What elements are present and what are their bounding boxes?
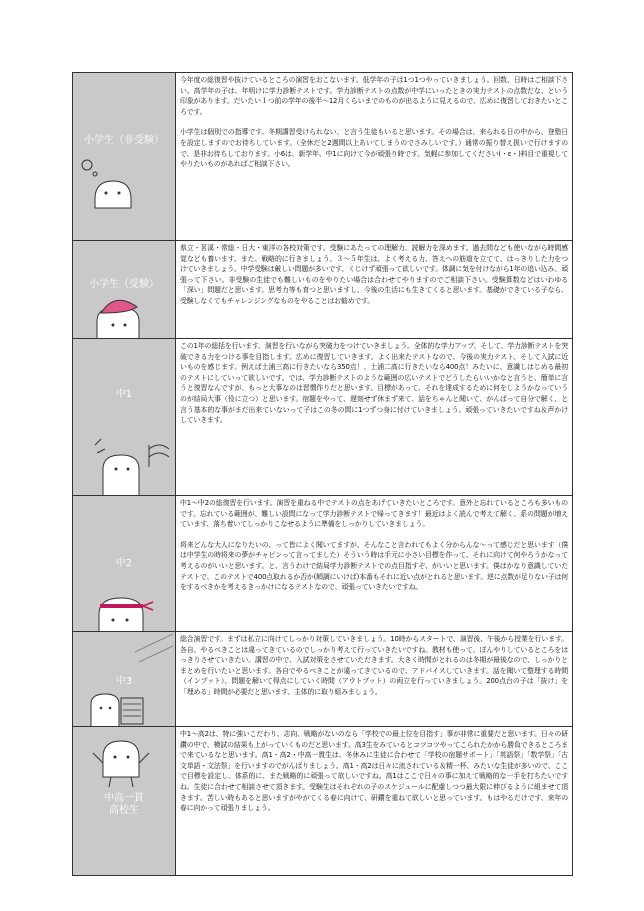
paragraph: 中1〜中2の総復習を行います。演習を重ねる中でテストの点をあげていきたいところです。意外と忘れているところも多いものです。忘れている範囲が、難しい設問になって学力診断テストで帰ってきます！最近はよく読んで考えて解く、系の問題が増えています、落ち着いてしっかりこなせるように準備をしっかりしていきましょう。 [180,499,568,529]
row-label: 中3 [115,676,133,687]
paragraph: この1年の総括を行います。演習を行いながら突破力をつけていきましょう。全体的な学力アップ、そして、学力診断テストを突破できる力をつける事を目指します。広めに復習していきます。よく出来たテストなので、今後の実力テスト、そして入試に近いものを感じます。例えば土浦三高に行きたいなら350点！、土浦二高に行きたいなら400点！みたいに、意識しはじめる最初のテストにしていって欲しいです。では、学力診断テストのような範囲の広いテストでどうしたらいいかなと言うと、簡単に言うと復習なんですが、もっと大事なのは習慣作りだと思います。目標があって、それを達成するために何をしようかなっていうのが結局大事（役に立つ）と思います。宿題をやって、遅刻せず休まず来て、話をちゃんと聞いて、がんばって自分で解く、と言う基本的な事がまだ出来ていないって子はこの冬の間に1つずつ身に付けていきましょう。頑張っていきたいですね＆声かけしていきます。 [180,342,568,425]
row-label: 中2 [115,558,133,569]
paragraph: 今年度の総復習や抜けているところの演習をおこないます。低学年の子は1つ1つやっていきましょう。回数、日時はご相談下さい。高学年の子は、年明けに学力診断テストです。学力診断テストの点数が中学にいったときの実力テストの点数だな、という印象があります。だいたい１つ前の学年の後半〜12月くらいまでのものが出るように見えるので、広めに復習しておきたいところです。 [180,76,568,116]
row-label-cell [73,73,176,240]
row-label: 中1 [115,389,133,400]
row-content [176,73,572,240]
row-content [176,241,572,338]
thinking-character-illustration [73,73,175,240]
row-label: 小学生（非受験） [84,135,164,146]
row-label-cell [73,632,176,726]
headband-character-illustration [73,496,175,631]
table-row [73,73,572,241]
schedule-table [72,72,573,876]
table-row [73,727,572,875]
row-label-cell [73,241,176,338]
table-row [73,632,572,727]
santa-hat-character-illustration [73,241,175,338]
table-row [73,241,572,339]
paragraph: 将来どんな大人になりたいの、って皆によく聞いてますが、そんなこと言われてもよく分からんな〜って感じだと思います（僕は中学生の時将来の夢がチャピンって言ってました）そういう時は手元に小さい目標を作って、それに向けて何やろうかなって考えるのがいいと思います。と、言うわけで結局学力診断テストでの点目指すぞ、がいいと思います。僕はかなり意識していたテストで、このテストで400点取れるか否か(順調にいけば)本番もそれに近い点がとれると思います。逆に点数が足りない子は何をするべきかを考えるきっかけになるテストなので、頑張っていきたいですね。 [180,540,568,592]
row-content [176,727,572,875]
row-label-cell [73,727,176,875]
table-row [73,496,572,632]
row-label-line: 高校生 [109,805,139,816]
row-content [176,496,572,631]
row-label-cell [73,339,176,495]
paragraph: 県立・茗溪・常総・日大・東洋の各校対策です。受験にあたっての理解力、読解力を深めます。過去問なども使いながら時間感覚なども養います。また、戦略的に行きましょう。３〜５年生は、よく考える力、答えへの筋道を立てて、はっきりした力をつけていきましょう。中学受験は厳しい問題が多いです、くじけず頑張って欲しいです。体調に気を付けながら1年の追い込み、頑張って下さい。非受験の生徒でも難しいものをやりたい場合は合わせてやりますのでご相談下さい。受験算数などはいわゆる「深い」問題だと思います。思考力等も育つと思いますし、今後の生活にも生きてくると思います。基礎ができている子なら、受験しなくてもチャレンジングなものをやることはお勧めです。 [180,244,568,305]
desk-character-illustration [73,632,175,726]
table-row [73,339,572,496]
row-label-cell [73,496,176,631]
studying-character-illustration [73,339,175,495]
row-label: 小学生（受験） [89,279,159,290]
paragraph: 小学生は個別での指導です。冬期講習受けられない、と言う生徒もいると思います。その場合は、来られる日の中から、登塾日を設定しますのでお待ちしています。（全休だと2週間以上あいてしまうのでさみしいです。）通常の振り替え扱いで行けますので、是非お待ちしております。小6は、新学年、中1に向けて今が頑張り時です。気軽に参加してください(・ε・)料目で重視してやりたいものがあればご相談下さい。 [180,128,568,169]
jumping-character-illustration [73,727,175,875]
row-label-line: 中高一貫 [104,793,144,804]
paragraph: 中1〜高2は、特に強いこだわり、志向、戦略がないのなら「学校での最上位を目指す」事が非常に重要だと思います。日々の研鑽の中で、模試の結果も上がっていくものだと思います。高3生をみているとコツコツやってこられたかから勝負できるところまで来ているなと思います。高1・高2・中高一貫生は、冬休みに生徒に合わせて「学校の宿題サポート」「英語祭」「数学祭」「古文単語・文法祭」を行いますのでがんばりましょう。高1・高2は日々に流されている＆精一杯、みたいな生徒が多いので、ここで目標を設定し、体系的に、また戦略的に頑張って欲しいですね。高1はここで日々の事に加えて戦略的な一手を打ちたいですね。生徒に合わせて相談させて頂きます。受験生はそれぞれの子のスケジュールに配慮しつつ最大限に伸びるように組ませて頂きます。苦しい時もあると思いますがやがてくる春に向けて、研鑽を重ねて欲しいと思っています。もはやるだけです、来年の春に向かって頑張りましょう。 [180,730,568,813]
row-content [176,339,572,495]
paragraph: 総合演習です。まずは私立に向けてしっかり対策していきましょう。10時からスタートで、演習後、午後から授業を行います。各自、やるべきことは違ってきているのでしっかり考えて行っていきたいですね。教材も使って、ぼんやりしているところをはっきりさせていきたい。講習の中で、入試対策をさせていただきます。大きく時間がとれるのは冬期が最後なので、しっかりとまとめを行いたいと思います。各自でやるべきことが違ってきているので、アドバイスしていきます。話を聞いて整理する時間（インプット）、問題を解いて得点にしていく時間（アウトプット）の両立を行っていきましょう。200点台の子は「抜け」を「埋める」時間が必要だと思います、主体的に取り組みましょう。 [180,635,568,696]
row-content [176,632,572,726]
